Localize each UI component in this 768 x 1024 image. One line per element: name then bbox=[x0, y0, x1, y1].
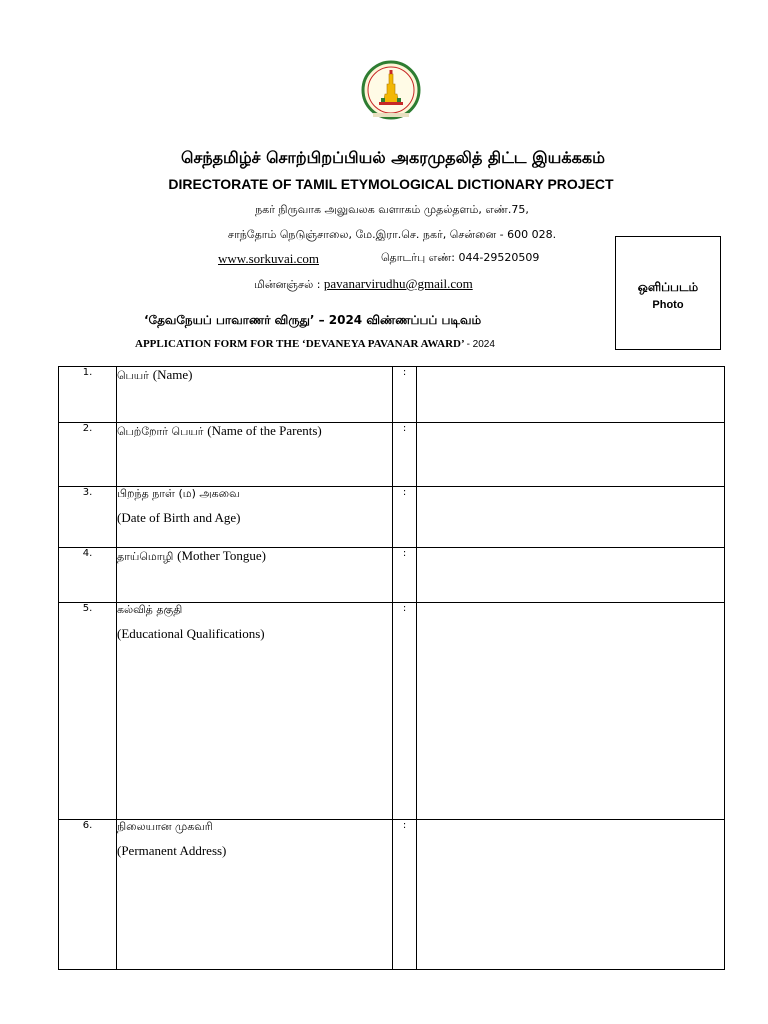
form-row-mother-tongue bbox=[59, 548, 725, 603]
field-label-english: (Name of the Parents) bbox=[207, 423, 322, 438]
row-number: 4. bbox=[59, 548, 117, 603]
education-input-cell[interactable] bbox=[417, 603, 725, 820]
email-label: மின்னஞ்சல் : bbox=[254, 278, 321, 291]
mother-tongue-input-cell[interactable] bbox=[417, 548, 725, 603]
phone-number: தொடர்பு எண்: 044-29520509 bbox=[381, 251, 540, 264]
field-label bbox=[117, 820, 393, 970]
parents-input-cell[interactable] bbox=[417, 423, 725, 487]
field-label bbox=[117, 487, 393, 548]
photo-box[interactable] bbox=[615, 236, 721, 350]
field-label-english: (Permanent Address) bbox=[117, 843, 227, 858]
row-number: 3. bbox=[59, 487, 117, 548]
field-label-tamil: நிலையான முகவரி bbox=[117, 820, 213, 833]
website-link[interactable]: www.sorkuvai.com bbox=[218, 251, 319, 266]
colon-separator: : bbox=[393, 367, 417, 423]
address-line-2: சாந்தோம் நெடுஞ்சாலை, மே.இரா.செ. நகர், சென்னை - 600 028. bbox=[227, 228, 557, 241]
email-link[interactable]: pavanarvirudhu@gmail.com bbox=[323, 276, 473, 291]
tamil-nadu-emblem-icon bbox=[361, 60, 421, 122]
colon-separator: : bbox=[393, 487, 417, 548]
email-line bbox=[254, 276, 473, 293]
award-year: - 2024 bbox=[466, 339, 495, 350]
form-row-name bbox=[59, 367, 725, 423]
form-row-address bbox=[59, 820, 725, 970]
photo-label-english: Photo bbox=[652, 299, 684, 311]
form-row-parents bbox=[59, 423, 725, 487]
form-row-dob bbox=[59, 487, 725, 548]
field-label-tamil: பெயர் bbox=[117, 369, 149, 382]
colon-separator: : bbox=[393, 423, 417, 487]
field-label-tamil: பெற்றோர் பெயர் bbox=[117, 425, 204, 438]
row-number: 6. bbox=[59, 820, 117, 970]
name-input-cell[interactable] bbox=[417, 367, 725, 423]
row-number: 5. bbox=[59, 603, 117, 820]
directorate-title-tamil: செந்தமிழ்ச் சொற்பிறப்பியல் அகரமுதலித் திட்ட இயக்ககம் bbox=[181, 148, 605, 167]
address-line-1: நகர் நிருவாக அலுவலக வளாகம் முதல்தளம், எண்.75, bbox=[255, 203, 529, 216]
directorate-title-english: DIRECTORATE OF TAMIL ETYMOLOGICAL DICTIONARY PROJECT bbox=[168, 176, 614, 192]
photo-label-tamil: ஒளிப்படம் bbox=[637, 280, 699, 294]
colon-separator: : bbox=[393, 548, 417, 603]
field-label-tamil: பிறந்த நாள் (ம) அகவை bbox=[117, 487, 240, 500]
colon-separator: : bbox=[393, 820, 417, 970]
form-row-education bbox=[59, 603, 725, 820]
field-label bbox=[117, 603, 393, 820]
field-label-english: (Mother Tongue) bbox=[177, 548, 266, 563]
award-title-english-text: APPLICATION FORM FOR THE ‘DEVANEYA PAVANAR AWARD’ bbox=[135, 338, 464, 350]
field-label-tamil: தாய்மொழி bbox=[117, 550, 174, 563]
colon-separator: : bbox=[393, 603, 417, 820]
field-label bbox=[117, 548, 393, 603]
field-label-english: (Educational Qualifications) bbox=[117, 626, 265, 641]
address-input-cell[interactable] bbox=[417, 820, 725, 970]
dob-input-cell[interactable] bbox=[417, 487, 725, 548]
award-title-english bbox=[135, 338, 495, 350]
field-label-english: (Name) bbox=[152, 367, 193, 382]
row-number: 2. bbox=[59, 423, 117, 487]
field-label bbox=[117, 367, 393, 423]
award-title-tamil: ‘தேவநேயப் பாவாணர் விருது’ – 2024 விண்ணப்பப் படிவம் bbox=[144, 313, 482, 327]
field-label-tamil: கல்வித் தகுதி bbox=[117, 603, 183, 616]
application-form-table bbox=[58, 366, 725, 970]
row-number: 1. bbox=[59, 367, 117, 423]
field-label-english: (Date of Birth and Age) bbox=[117, 510, 241, 525]
field-label bbox=[117, 423, 393, 487]
